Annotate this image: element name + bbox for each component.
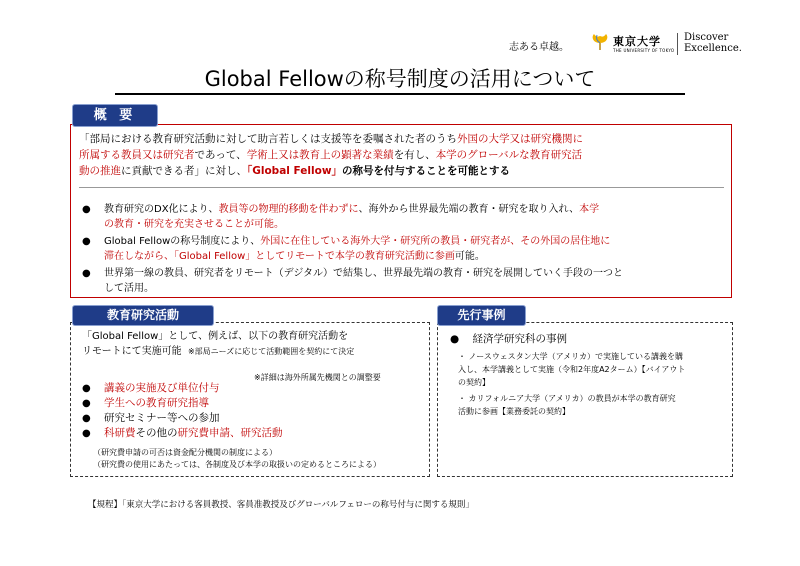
- education-intro: 「Global Fellow」として、例えば、以下の教育研究活動を リモートにて実施可能 ※部局ニーズに応じて活動範囲を契約にて決定: [82, 331, 355, 357]
- tagline-excellence: Excellence.: [684, 43, 742, 54]
- bullet-icon: ●: [450, 333, 460, 345]
- cases-tab: 先行事例: [437, 305, 526, 326]
- case-item: ・ ノースウェスタン大学（アメリカ）で実施している講義を購 入し、本学講義として実施（令和2年度A2ターム）【バイアウト の契約】: [458, 352, 686, 387]
- overview-intro: [79, 131, 724, 179]
- overview-tab: 概 要: [72, 104, 158, 127]
- overview-bullet: ● 世界第一線の教員、研究者をリモート（デジタル）で結集し、世界最先端の教育・研究を展開していく手段の一つと して活用。: [82, 268, 623, 294]
- bullet-icon: ●: [82, 268, 91, 279]
- bullet-icon: ●: [82, 413, 91, 424]
- overview-divider: [79, 187, 724, 188]
- university-motto: 志ある卓越。: [509, 42, 569, 53]
- tagline: [684, 32, 742, 54]
- bullet-icon: ●: [82, 398, 91, 409]
- regulation-reference: 【規程】「東京大学における客員教授、客員准教授及びグローバルフェローの称号付与に関する規則」: [88, 500, 474, 510]
- intro-line-3: 動の推進に貢献できる者」に対し、「Global Fellow」の称号を付与することを可能とする: [79, 165, 511, 177]
- university-name: 東京大学: [613, 35, 661, 48]
- bullet-icon: ●: [82, 383, 91, 394]
- overview-bullet: ● Global Fellowの称号制度により、外国に在住している海外大学・研究所の教員・研究者が、その外国の居住地に 滞在しながら、「Global Fellow」としてリモートで本学の教育研究活動に参画可能。: [82, 236, 611, 262]
- funding-note: （研究費の使用にあたっては、各制度及び本学の取扱いの定めるところによる）: [93, 460, 381, 469]
- bullet-icon: ●: [82, 236, 91, 247]
- logo-divider: [677, 33, 678, 55]
- intro-line-1: 「部局における教育研究活動に対して助言若しくは支援等を委嘱された者のうち外国の大学又は研究機関に: [79, 133, 583, 145]
- education-tab: 教育研究活動: [72, 305, 214, 326]
- page-title: Global Fellowの称号制度の活用について: [204, 67, 596, 91]
- education-detail-note: ※詳細は海外所属先機関との調整要: [254, 373, 381, 382]
- case-heading: ● 経済学研究科の事例: [450, 333, 568, 345]
- intro-line-2: 所属する教員又は研究者であって、学術上又は教育上の顕著な業績を有し、本学のグローバルな教育研究活: [79, 149, 583, 161]
- overview-bullet: ● 教育研究のDX化により、教員等の物理的移動を伴わずに、海外から世界最先端の教育・研究を取り入れ、本学 の教育・研究を充実させることが可能。: [82, 204, 600, 230]
- ginkgo-logo-icon: [590, 32, 610, 52]
- university-english-name: THE UNIVERSITY OF TOKYO: [613, 48, 675, 53]
- bullet-icon: ●: [82, 204, 91, 215]
- funding-note: （研究費申請の可否は資金配分機関の制度による）: [93, 448, 277, 457]
- bullet-icon: ●: [82, 428, 91, 439]
- title-underline: [115, 93, 685, 95]
- tagline-discover: Discover: [684, 32, 729, 43]
- case-item: ・ カリフォルニア大学（アメリカ）の教員が本学の教育研究 活動に参画【業務委託の契約】: [458, 394, 676, 416]
